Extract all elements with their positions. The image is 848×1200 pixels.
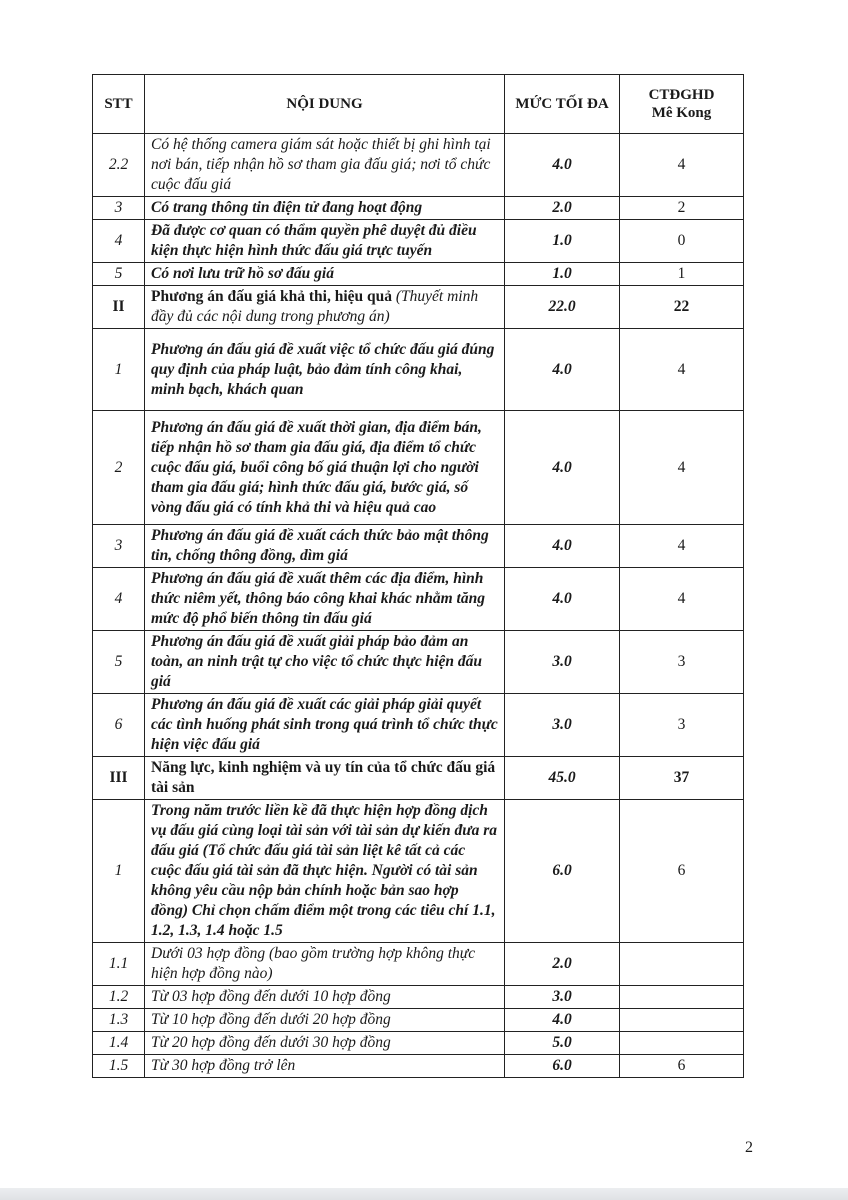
table-row [93,197,744,220]
row-content-text: Phương án đấu giá đề xuất việc tổ chức đấu giá đúng quy định của pháp luật, bảo đảm tính công khai, minh bạch, khách quan [151,340,495,398]
row-content [145,1009,505,1032]
row-content [145,631,505,694]
row-stt: 1.4 [93,1032,145,1055]
row-max-score: 6.0 [505,800,620,943]
row-content-text: Từ 30 hợp đồng trở lên [151,1057,296,1074]
row-max-score: 4.0 [505,329,620,411]
table-row [93,220,744,263]
table-row [93,263,744,286]
row-stt: 3 [93,197,145,220]
header-content: NỘI DUNG [145,75,505,134]
row-org-score: 4 [620,525,744,568]
row-content-text: Trong năm trước liền kề đã thực hiện hợp đồng dịch vụ đấu giá cùng loại tài sản với tài sản dự kiến đưa ra đấu giá (Tổ chức đấu giá tài sản liệt kê tất cả các cuộc đấu giá tài sản đã thực hiện. Người có tài sản không yêu cầu nộp bản chính hoặc bản sao hợp đồng) Chỉ chọn chấm điểm một trong các tiêu chí 1.1, 1.2, 1.3, 1.4 hoặc 1.5 [151,802,497,939]
row-stt: 1 [93,800,145,943]
row-org-score: 6 [620,800,744,943]
row-stt: 1 [93,329,145,411]
row-content-note: (Thuyết minh đầy đủ các nội dung trong phương án) [151,288,479,325]
row-content-text: Từ 03 hợp đồng đến dưới 10 hợp đồng [151,988,391,1005]
row-org-score: 4 [620,134,744,197]
row-stt: 1.1 [93,943,145,986]
row-org-score [620,943,744,986]
row-content [145,943,505,986]
page-bottom-edge [0,1188,848,1200]
header-stt: STT [93,75,145,134]
table-row [93,568,744,631]
row-content-text: Phương án đấu giá đề xuất thêm các địa điểm, hình thức niêm yết, thông báo công khai khác nhằm tăng mức độ phổ biến thông tin đấu giá [151,570,485,627]
row-max-score: 6.0 [505,1055,620,1078]
header-org-line1: CTĐGHD [648,87,715,103]
row-content-text: Phương án đấu giá khả thi, hiệu quả [151,288,393,305]
row-org-score [620,1032,744,1055]
row-stt: 5 [93,631,145,694]
row-content [145,263,505,286]
row-org-score: 2 [620,197,744,220]
row-stt: 4 [93,568,145,631]
row-stt: 1.3 [93,1009,145,1032]
row-max-score: 1.0 [505,263,620,286]
row-content [145,197,505,220]
row-stt: 2 [93,411,145,525]
table-row [93,1009,744,1032]
table-row [93,1032,744,1055]
table-row [93,329,744,411]
row-max-score: 4.0 [505,1009,620,1032]
row-content [145,1055,505,1078]
row-content [145,1032,505,1055]
table-row [93,286,744,329]
table-row [93,525,744,568]
row-content [145,286,505,329]
row-stt: 5 [93,263,145,286]
header-org-line2: Mê Kong [651,105,712,121]
row-content-text: Phương án đấu giá đề xuất các giải pháp giải quyết các tình huống phát sinh trong quá trình tổ chức thực hiện việc đấu giá [151,696,498,753]
table-row [93,986,744,1009]
row-content [145,568,505,631]
row-org-score: 37 [620,757,744,800]
row-stt: 4 [93,220,145,263]
row-content [145,986,505,1009]
row-content [145,525,505,568]
row-org-score [620,1009,744,1032]
row-org-score: 4 [620,329,744,411]
row-stt: 6 [93,694,145,757]
row-content-text: Có nơi lưu trữ hồ sơ đấu giá [151,265,334,282]
row-content [145,694,505,757]
scoring-table [92,74,744,1078]
row-stt: 1.2 [93,986,145,1009]
row-content-text: Từ 10 hợp đồng đến dưới 20 hợp đồng [151,1011,391,1028]
table-body [93,134,744,1078]
table-row [93,134,744,197]
row-org-score: 0 [620,220,744,263]
table-row [93,694,744,757]
row-stt: II [93,286,145,329]
row-stt: III [93,757,145,800]
table-row [93,943,744,986]
row-content-text: Từ 20 hợp đồng đến dưới 30 hợp đồng [151,1034,391,1051]
row-org-score: 6 [620,1055,744,1078]
row-content-text: Có hệ thống camera giám sát hoặc thiết bị ghi hình tại nơi bán, tiếp nhận hồ sơ tham gia đấu giá; nơi tổ chức cuộc đấu giá [151,136,491,193]
row-org-score: 4 [620,411,744,525]
row-content-text: Phương án đấu giá đề xuất cách thức bảo mật thông tin, chống thông đồng, dìm giá [151,527,489,564]
row-content-text: Phương án đấu giá đề xuất thời gian, địa điểm bán, tiếp nhận hồ sơ tham gia đấu giá, địa điểm tổ chức cuộc đấu giá, buổi công bố giá thuận lợi cho người tham gia đấu giá; hình thức đấu giá, bước giá, số vòng đấu giá có tính khả thi và hiệu quả cao [151,418,482,516]
header-max-score: MỨC TỐI ĐA [505,75,620,134]
row-max-score: 4.0 [505,134,620,197]
row-max-score: 1.0 [505,220,620,263]
row-content [145,800,505,943]
row-content-text: Dưới 03 hợp đồng (bao gồm trường hợp không thực hiện hợp đồng nào) [151,945,476,982]
row-max-score: 3.0 [505,694,620,757]
header-organization [620,75,744,134]
row-max-score: 5.0 [505,1032,620,1055]
row-content-text: Năng lực, kinh nghiệm và uy tín của tổ chức đấu giá tài sản [151,759,496,796]
row-max-score: 45.0 [505,757,620,800]
row-org-score: 3 [620,694,744,757]
row-content-text: Phương án đấu giá đề xuất giải pháp bảo đảm an toàn, an ninh trật tự cho việc tổ chức thực hiện đấu giá [151,633,483,690]
row-org-score: 1 [620,263,744,286]
row-max-score: 4.0 [505,568,620,631]
table-header-row [93,75,744,134]
row-content [145,329,505,411]
row-content-text: Đã được cơ quan có thẩm quyền phê duyệt đủ điều kiện thực hiện hình thức đấu giá trực tuyến [151,222,477,259]
row-stt: 3 [93,525,145,568]
table-row [93,631,744,694]
table-row [93,757,744,800]
row-stt: 2.2 [93,134,145,197]
row-max-score: 4.0 [505,411,620,525]
table-row [93,1055,744,1078]
row-stt: 1.5 [93,1055,145,1078]
row-org-score [620,986,744,1009]
row-content-text: Có trang thông tin điện tử đang hoạt động [151,199,423,216]
row-max-score: 4.0 [505,525,620,568]
row-max-score: 3.0 [505,986,620,1009]
table-row [93,411,744,525]
row-max-score: 2.0 [505,943,620,986]
row-max-score: 3.0 [505,631,620,694]
row-content [145,411,505,525]
row-content [145,757,505,800]
row-content [145,220,505,263]
page-number: 2 [745,1139,753,1156]
row-org-score: 4 [620,568,744,631]
row-max-score: 2.0 [505,197,620,220]
row-org-score: 22 [620,286,744,329]
table-row [93,800,744,943]
row-content [145,134,505,197]
row-org-score: 3 [620,631,744,694]
row-max-score: 22.0 [505,286,620,329]
